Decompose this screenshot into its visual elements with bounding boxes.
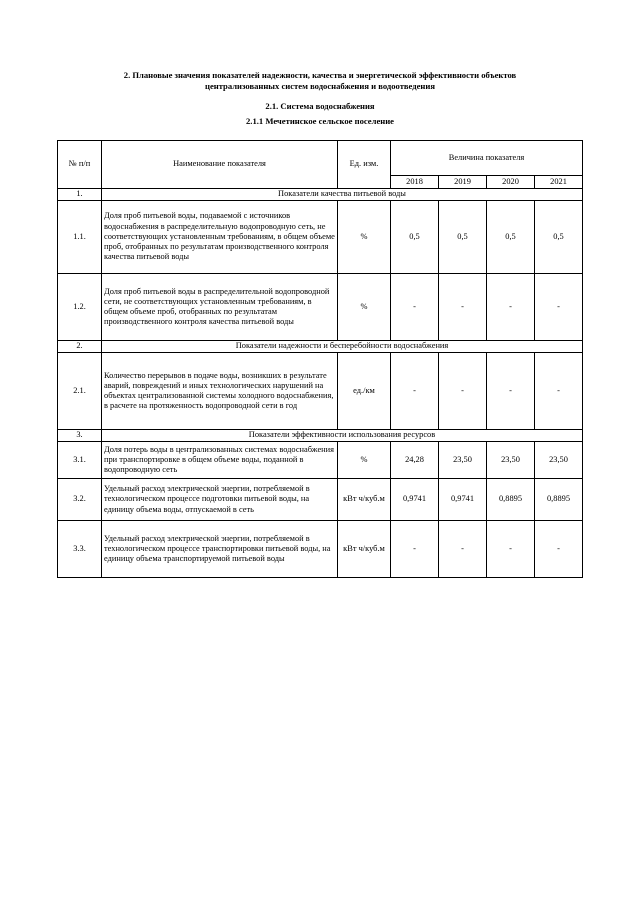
table-row [58,274,583,341]
row-unit: % [338,201,391,274]
row-unit: кВт ч/куб.м [338,479,391,521]
row-value: 0,9741 [439,479,487,521]
row-value: 0,8895 [487,479,535,521]
section-num: 1. [58,189,102,201]
header-year: 2018 [391,176,439,189]
row-value: - [487,521,535,578]
section-num: 2. [58,341,102,353]
row-num: 3.2. [58,479,102,521]
row-value: 23,50 [439,442,487,479]
row-value: 24,28 [391,442,439,479]
section-row [58,189,583,201]
header-year: 2021 [535,176,583,189]
row-unit: % [338,274,391,341]
indicators-table [57,140,583,578]
row-unit: % [338,442,391,479]
row-value: - [391,274,439,341]
section-title: Показатели эффективности использования ресурсов [102,430,583,442]
row-value: - [487,353,535,430]
section-row [58,341,583,353]
row-value: - [487,274,535,341]
row-value: - [439,274,487,341]
row-value: 0,5 [391,201,439,274]
row-name: Доля проб питьевой воды, подаваемой с источников водоснабжения в распределительную водопроводную сеть, не соответствующих установленным требованиям, в общем объеме проб, отобранных по результатам производственного контроля качества питьевой воды [102,201,338,274]
row-value: 0,8895 [535,479,583,521]
row-name: Доля потерь воды в централизованных системах водоснабжения при транспортировке в общем объеме воды, поданной в водопроводную сеть [102,442,338,479]
row-num: 1.2. [58,274,102,341]
row-value: 23,50 [535,442,583,479]
section-title: Показатели качества питьевой воды [102,189,583,201]
row-name: Удельный расход электрической энергии, потребляемой в технологическом процессе транспортировки питьевой воды, на единицу объема транспортируемой питьевой воды [102,521,338,578]
document-title-line-2: централизованных систем водоснабжения и водоотведения [205,81,435,91]
row-name: Доля проб питьевой воды в распределительной водопроводной сети, не соответствующих установленным требованиям, в общем объеме проб, отобранных по результатам производственного контроля качества питьевой воды [102,274,338,341]
header-num: № п/п [58,141,102,189]
row-name: Удельный расход электрической энергии, потребляемой в технологическом процессе подготовки питьевой воды, на единицу объема воды, отпускаемой в сеть [102,479,338,521]
header-year: 2019 [439,176,487,189]
row-num: 1.1. [58,201,102,274]
row-value: - [439,353,487,430]
row-value: 0,5 [535,201,583,274]
row-name: Количество перерывов в подаче воды, возникших в результате аварий, повреждений и иных технологических нарушений на объектах централизованной системы холодного водоснабжения, в расчете на протяженность водопроводной сети в год [102,353,338,430]
row-value: - [535,274,583,341]
row-num: 3.1. [58,442,102,479]
row-value: - [391,353,439,430]
section-row [58,430,583,442]
table-row [58,353,583,430]
row-value: 0,5 [439,201,487,274]
row-value: 23,50 [487,442,535,479]
table-header-row [58,141,583,176]
row-value: 0,9741 [391,479,439,521]
row-unit: ед./км [338,353,391,430]
section-title: Показатели надежности и бесперебойности водоснабжения [102,341,583,353]
table-row [58,521,583,578]
row-num: 2.1. [58,353,102,430]
subsection-heading: 2.1.1 Мечетинское сельское поселение [246,116,394,126]
header-year: 2020 [487,176,535,189]
section-heading: 2.1. Система водоснабжения [265,101,375,111]
row-value: - [535,353,583,430]
document-title-line-1: 2. Плановые значения показателей надежности, качества и энергетической эффективности объектов [123,70,517,80]
table-row [58,442,583,479]
row-value: - [535,521,583,578]
section-num: 3. [58,430,102,442]
table-row [58,201,583,274]
row-value: - [391,521,439,578]
row-num: 3.3. [58,521,102,578]
header-value: Величина показателя [391,141,583,176]
row-value: - [439,521,487,578]
table-row [58,479,583,521]
row-unit: кВт ч/куб.м [338,521,391,578]
header-name: Наименование показателя [102,141,338,189]
row-value: 0,5 [487,201,535,274]
header-unit: Ед. изм. [338,141,391,189]
